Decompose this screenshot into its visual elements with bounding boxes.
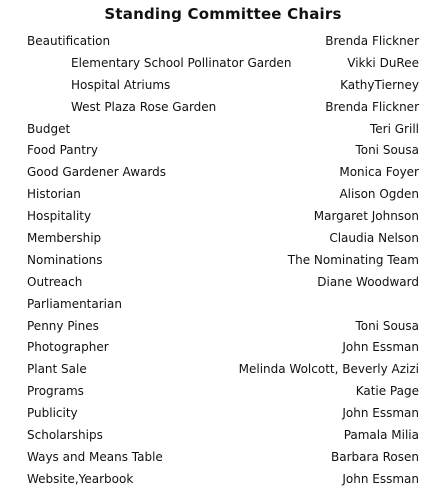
committee-name: Beautification [27, 33, 111, 48]
chair-name: John Essman [342, 406, 419, 421]
committee-row [27, 446, 419, 468]
chair-name: Barbara Rosen [331, 449, 419, 464]
chair-name: The Nominating Team [287, 252, 419, 267]
committee-name: West Plaza Rose Garden [71, 99, 217, 114]
chair-name: Brenda Flickner [325, 99, 419, 114]
chair-name: Katie Page [355, 384, 419, 399]
committee-row [27, 227, 419, 249]
committee-row [27, 118, 419, 140]
committee-row [27, 424, 419, 446]
chair-name: Brenda Flickner [325, 33, 419, 48]
committee-name: Food Pantry [27, 143, 98, 158]
committee-row [27, 30, 419, 52]
committee-row [27, 315, 419, 337]
chair-name: KathyTierney [340, 77, 419, 92]
committee-row [27, 205, 419, 227]
chair-name: Monica Foyer [339, 165, 419, 180]
chair-name: Claudia Nelson [329, 230, 419, 245]
committee-name: Hospitality [27, 209, 92, 224]
committee-name: Publicity [27, 406, 78, 421]
chair-name: Alison Ogden [339, 187, 419, 202]
committee-name: Hospital Atriums [71, 77, 171, 92]
committee-name: Budget [27, 121, 71, 136]
committee-name: Scholarships [27, 427, 103, 442]
committee-row [27, 183, 419, 205]
chair-name: Vikki DuRee [347, 55, 419, 70]
chair-name: Diane Woodward [317, 274, 419, 289]
committee-name: Photographer [27, 340, 109, 355]
committee-name: Historian [27, 187, 81, 202]
committee-row [27, 468, 419, 490]
committee-row [27, 293, 419, 315]
chair-name: Melinda Wolcott, Beverly Azizi [238, 362, 419, 377]
chair-name: Pamala Milia [343, 427, 419, 442]
committee-row [27, 139, 419, 161]
subcommittee-row [27, 52, 419, 74]
committee-name: Elementary School Pollinator Garden [71, 55, 292, 70]
committee-name: Nominations [27, 252, 103, 267]
committee-row [27, 402, 419, 424]
chair-name: John Essman [342, 471, 419, 486]
committee-row [27, 380, 419, 402]
committee-name: Good Gardener Awards [27, 165, 167, 180]
chair-name: Toni Sousa [355, 143, 419, 158]
committee-name: Penny Pines [27, 318, 99, 333]
page-title: Standing Committee Chairs [104, 5, 342, 23]
chair-name: John Essman [342, 340, 419, 355]
committee-row [27, 249, 419, 271]
committee-row [27, 336, 419, 358]
committee-row [27, 358, 419, 380]
committee-name: Programs [27, 384, 84, 399]
subcommittee-row [27, 74, 419, 96]
chair-name: Toni Sousa [355, 318, 419, 333]
subcommittee-row [27, 96, 419, 118]
committee-name: Plant Sale [27, 362, 87, 377]
committee-list [27, 30, 419, 490]
chair-name: Teri Grill [370, 121, 419, 136]
committee-name: Membership [27, 230, 102, 245]
chair-name: Margaret Johnson [313, 209, 419, 224]
committee-row [27, 271, 419, 293]
committee-name: Outreach [27, 274, 83, 289]
committee-row [27, 161, 419, 183]
committee-name: Parliamentarian [27, 296, 122, 311]
committee-name: Ways and Means Table [27, 449, 163, 464]
committee-name: Website,Yearbook [27, 471, 134, 486]
